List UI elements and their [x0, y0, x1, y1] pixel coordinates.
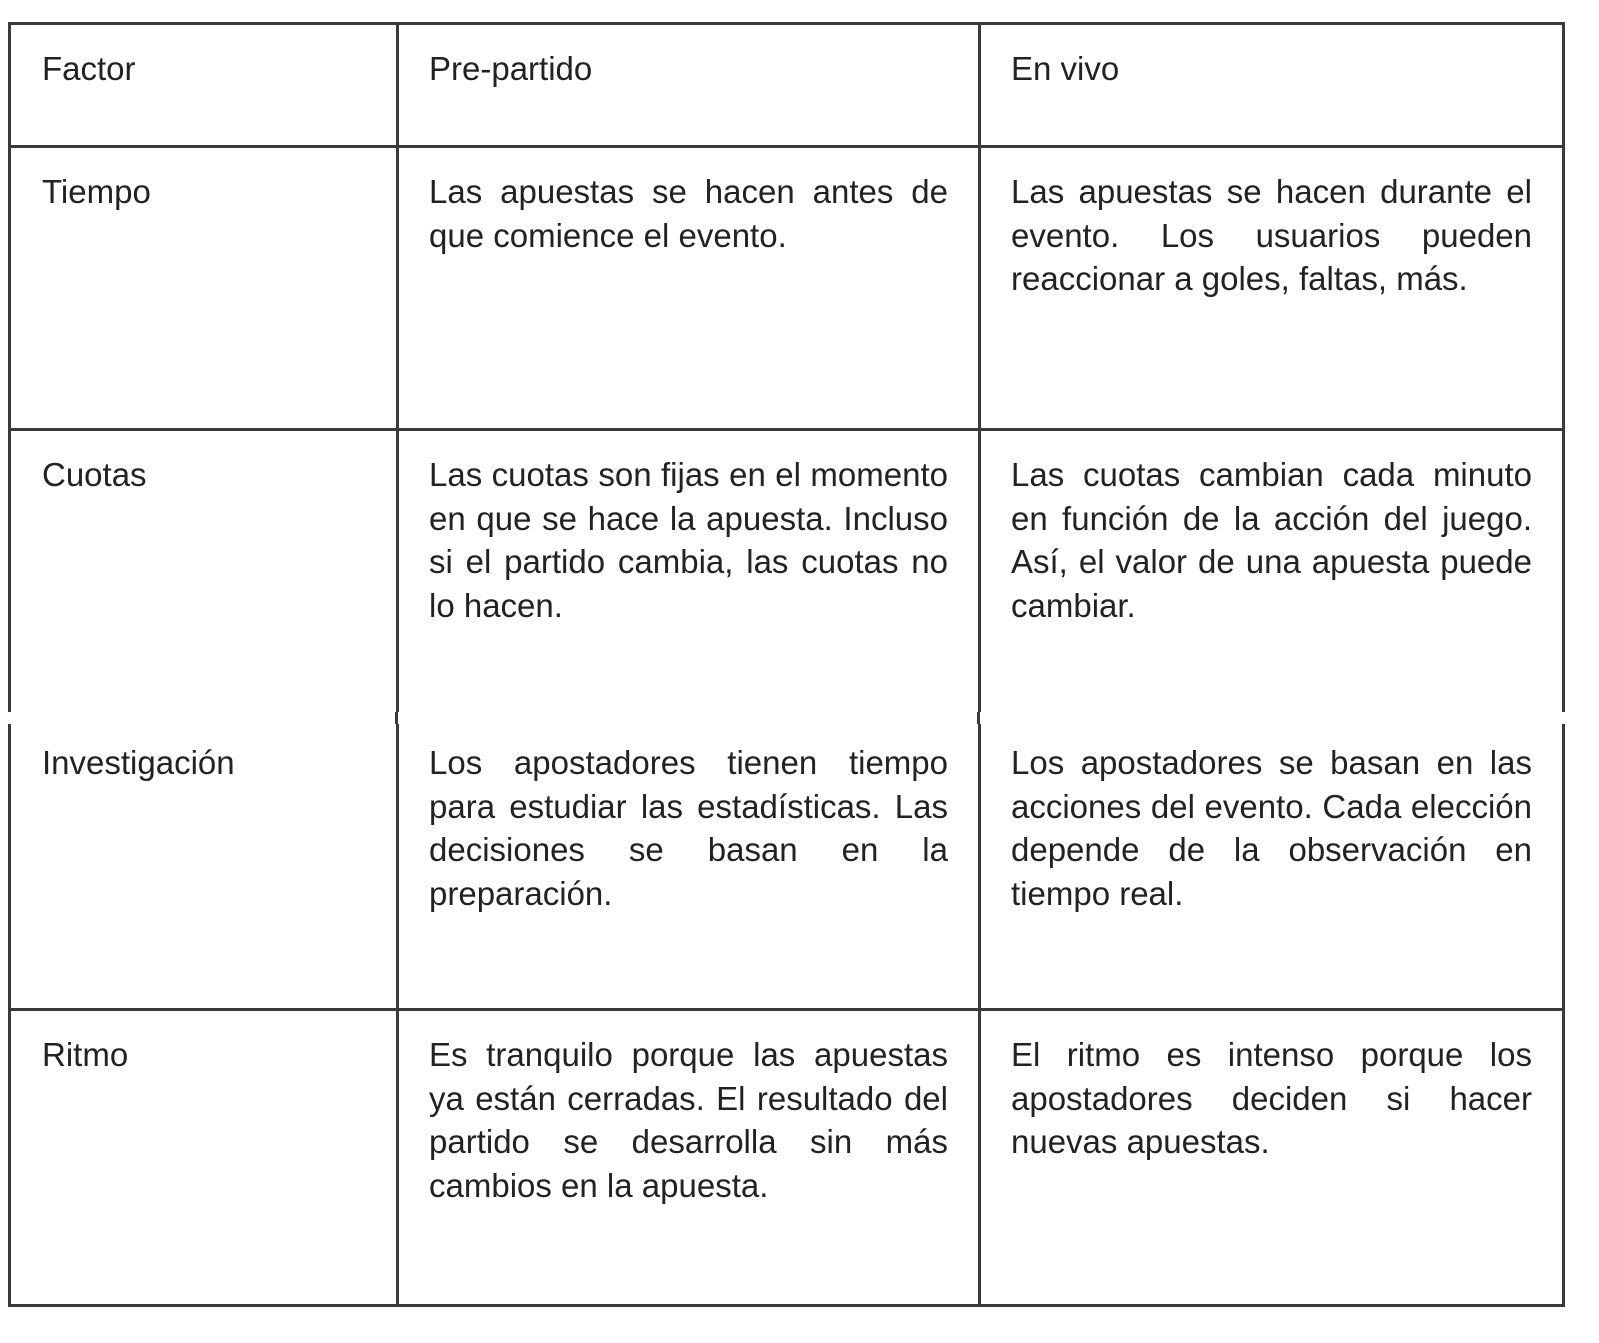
- table-header-row: [10, 24, 1564, 147]
- page-break-gap: [0, 712, 1599, 724]
- row-factor: Ritmo: [10, 1010, 398, 1306]
- row-en-vivo: Las apuestas se hacen durante el evento. Los usuarios pueden reaccionar a goles, faltas, más.: [980, 147, 1564, 430]
- row-factor: Investigación: [10, 718, 398, 1010]
- table-row: [10, 430, 1564, 718]
- header-en-vivo: En vivo: [980, 24, 1564, 147]
- table-row: [10, 1010, 1564, 1306]
- row-en-vivo: Los apostadores se basan en las acciones del evento. Cada elección depende de la observación en tiempo real.: [980, 718, 1564, 1010]
- comparison-table: [8, 22, 1565, 1307]
- row-factor: Tiempo: [10, 147, 398, 430]
- table-row: [10, 147, 1564, 430]
- row-pre-partido: Es tranquilo porque las apuestas ya están cerradas. El resultado del partido se desarrolla sin más cambios en la apuesta.: [398, 1010, 980, 1306]
- header-factor: Factor: [10, 24, 398, 147]
- row-pre-partido: Las cuotas son fijas en el momento en que se hace la apuesta. Incluso si el partido cambia, las cuotas no lo hacen.: [398, 430, 980, 718]
- gap-divider-line: [395, 712, 398, 724]
- row-pre-partido: Las apuestas se hacen antes de que comience el evento.: [398, 147, 980, 430]
- header-pre-partido: Pre-partido: [398, 24, 980, 147]
- row-factor: Cuotas: [10, 430, 398, 718]
- row-en-vivo: Las cuotas cambian cada minuto en función de la acción del juego. Así, el valor de una apuesta puede cambiar.: [980, 430, 1564, 718]
- table-row: [10, 718, 1564, 1010]
- row-en-vivo: El ritmo es intenso porque los apostadores deciden si hacer nuevas apuestas.: [980, 1010, 1564, 1306]
- row-pre-partido: Los apostadores tienen tiempo para estudiar las estadísticas. Las decisiones se basan en la preparación.: [398, 718, 980, 1010]
- gap-divider-line: [977, 712, 980, 724]
